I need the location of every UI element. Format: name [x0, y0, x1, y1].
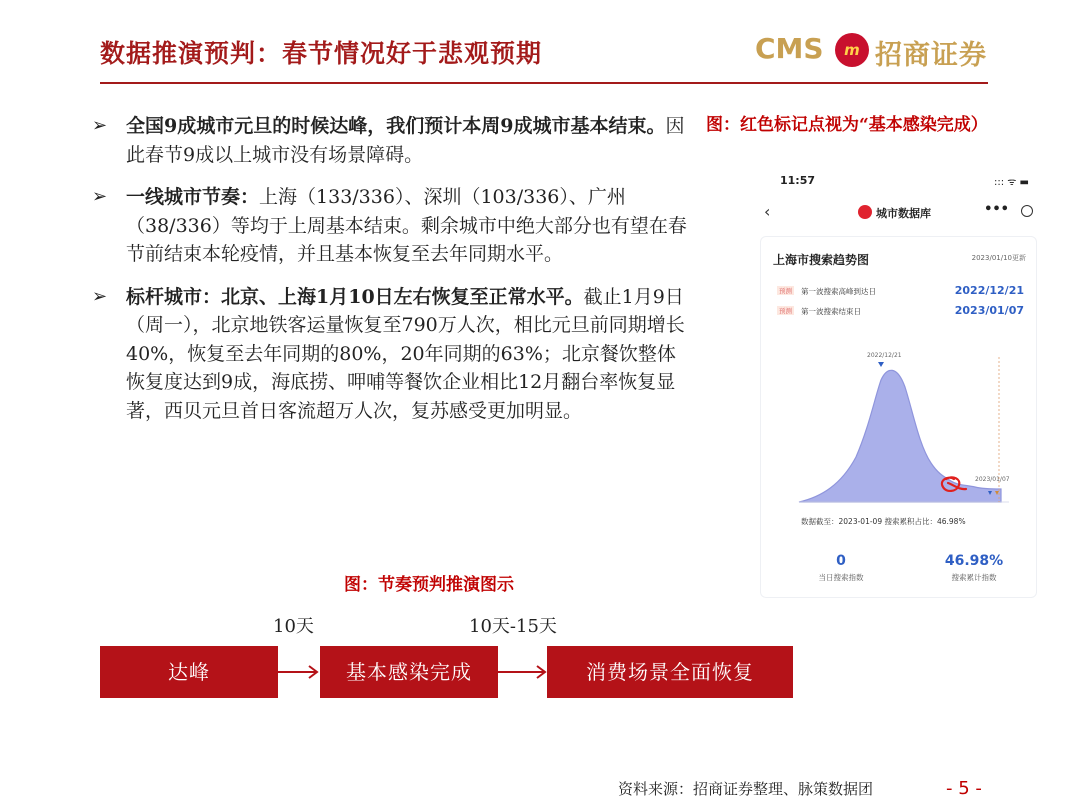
- duration-label-2: 10天-15天: [469, 616, 557, 637]
- flow-arrow-icon: [498, 660, 548, 684]
- bullet-text: 因此春节9成以上城市没有场景障碍。: [126, 115, 685, 166]
- page-title: 数据推演预判：春节情况好于悲观预期: [100, 39, 543, 68]
- bullet-bold: 全国9成城市元旦的时候达峰，我们预计本周9成城市基本结束。: [126, 115, 666, 137]
- flow-step-infection-done: 基本感染完成: [320, 646, 498, 698]
- header-divider: [100, 82, 988, 84]
- forecast-row: [771, 283, 1026, 299]
- app-logo-icon: [858, 205, 872, 219]
- peak-date-label: 2022/12/21: [867, 352, 902, 359]
- duration-label-1: 10天: [273, 616, 314, 637]
- forecast-date: 2022/12/21: [954, 284, 1024, 297]
- bullet-arrow-icon: ➢: [92, 115, 108, 136]
- logo-chinese: 招商证券: [875, 40, 987, 71]
- bullet-item: [92, 112, 690, 169]
- search-trend-chart: [761, 347, 1036, 507]
- stat-daily-label: 当日搜索指数: [818, 573, 864, 582]
- company-logo: [755, 30, 995, 72]
- bullet-text: 截止1月9日（周一），北京地铁客运量恢复至790万人次，相比元旦前同期增长40%，恢复至去年同期的80%，20年同期的63%；北京餐饮整体恢复度达到9成，海底捞、呷哺等餐饮企业相比12月翻台率恢复显著，西贝元旦首日客流超万人次，复苏感受更加明显。: [126, 285, 685, 422]
- bullet-arrow-icon: ➢: [92, 285, 108, 307]
- flow-arrow-icon: [278, 660, 320, 684]
- figure-right-caption: 图：红色标记点视为“基本感染完成）: [706, 115, 988, 135]
- data-cutoff-line: 数据截至：2023-01-09 搜索累积占比：46.98%: [801, 517, 966, 526]
- status-time: 11:57: [780, 174, 816, 187]
- logo-latin: CMS: [755, 32, 824, 65]
- source-note: 资料来源：招商证券整理、脉策数据团: [618, 780, 874, 798]
- peak-marker-icon: [878, 362, 884, 367]
- app-navbar: [752, 196, 1043, 230]
- trend-card: [760, 236, 1037, 598]
- stat-daily-value: 0: [836, 553, 846, 569]
- search-curve-area: [799, 370, 1001, 502]
- phone-screenshot: [752, 162, 1043, 598]
- forecast-label: 第一波搜索高峰到达日: [801, 287, 876, 296]
- end-date-label: 2023/01/07: [975, 476, 1010, 483]
- forecast-date: 2023/01/07: [954, 304, 1024, 317]
- bullet-arrow-icon: ➢: [92, 186, 108, 207]
- stat-cumulative: [929, 553, 1019, 583]
- bullet-item: [92, 183, 690, 269]
- close-target-icon[interactable]: [1021, 205, 1033, 217]
- bullet-item: [92, 283, 690, 426]
- forecast-tag: 预测: [779, 307, 792, 315]
- stat-daily: [801, 553, 881, 583]
- more-icon[interactable]: •••: [984, 202, 1009, 217]
- forecast-row: [771, 303, 1026, 319]
- bullet-bold: 一线城市节奏：: [126, 186, 260, 208]
- flow-step-consumption-recovery: 消费场景全面恢复: [547, 646, 793, 698]
- bullet-bold: 标杆城市：北京、上海1月10日左右恢复至正常水平。: [126, 285, 584, 308]
- signal-wifi-battery-icon: ::: ᯤ ▬: [993, 177, 1029, 188]
- forecast-tag: 预测: [779, 287, 792, 295]
- flow-step-peak: 达峰: [100, 646, 278, 698]
- flow-caption: 图：节奏预判推演图示: [344, 575, 514, 595]
- bullet-list: [92, 112, 690, 439]
- logo-seal-icon: m: [835, 33, 869, 67]
- page-number: - 5 -: [946, 778, 982, 799]
- card-date: 2023/01/10更新: [971, 254, 1026, 262]
- forecast-label: 第一波搜索结束日: [801, 307, 861, 316]
- stat-cumulative-label: 搜索累计指数: [951, 573, 997, 582]
- status-bar: [752, 162, 1043, 196]
- app-title: 城市数据库: [876, 207, 931, 220]
- stat-cumulative-value: 46.98%: [944, 553, 1004, 569]
- card-title: 上海市搜索趋势图: [773, 253, 870, 267]
- bullet-text: 上海（133/336）、深圳（103/336）、广州（38/336）等均于上周基本结束。剩余城市中绝大部分也有望在春节前结束本轮疫情，并且基本恢复至去年同期水平。: [126, 186, 687, 265]
- back-icon[interactable]: ‹: [764, 202, 771, 221]
